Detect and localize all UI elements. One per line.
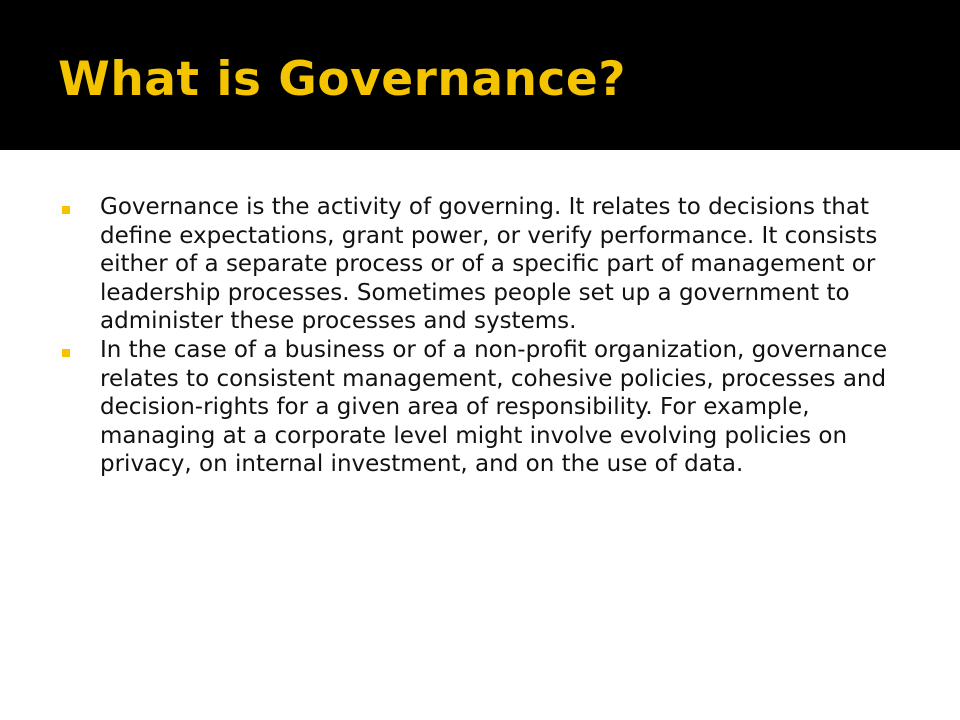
bullet-item <box>62 336 922 479</box>
slide-body <box>62 193 922 479</box>
bullet-text: In the case of a business or of a non-profit organization, governance relates to consistent management, cohesive policies, processes and decision-rights for a given area of responsibility. For example, managing at a corporate level might involve evolving policies on privacy, on internal investment, and on the use of data. <box>100 336 888 478</box>
title-bar <box>0 0 960 150</box>
bullet-text: Governance is the activity of governing. It relates to decisions that define expectations, grant power, or verify performance. It consists either of a separate process or of a specific part of management or leadership processes. Sometimes people set up a government to administer these processes and systems. <box>100 194 878 335</box>
square-bullet-icon <box>62 206 70 214</box>
bullet-item <box>62 193 922 336</box>
title-divider <box>0 150 960 156</box>
square-bullet-icon <box>62 349 70 357</box>
slide-title: What is Governance? <box>58 52 626 107</box>
